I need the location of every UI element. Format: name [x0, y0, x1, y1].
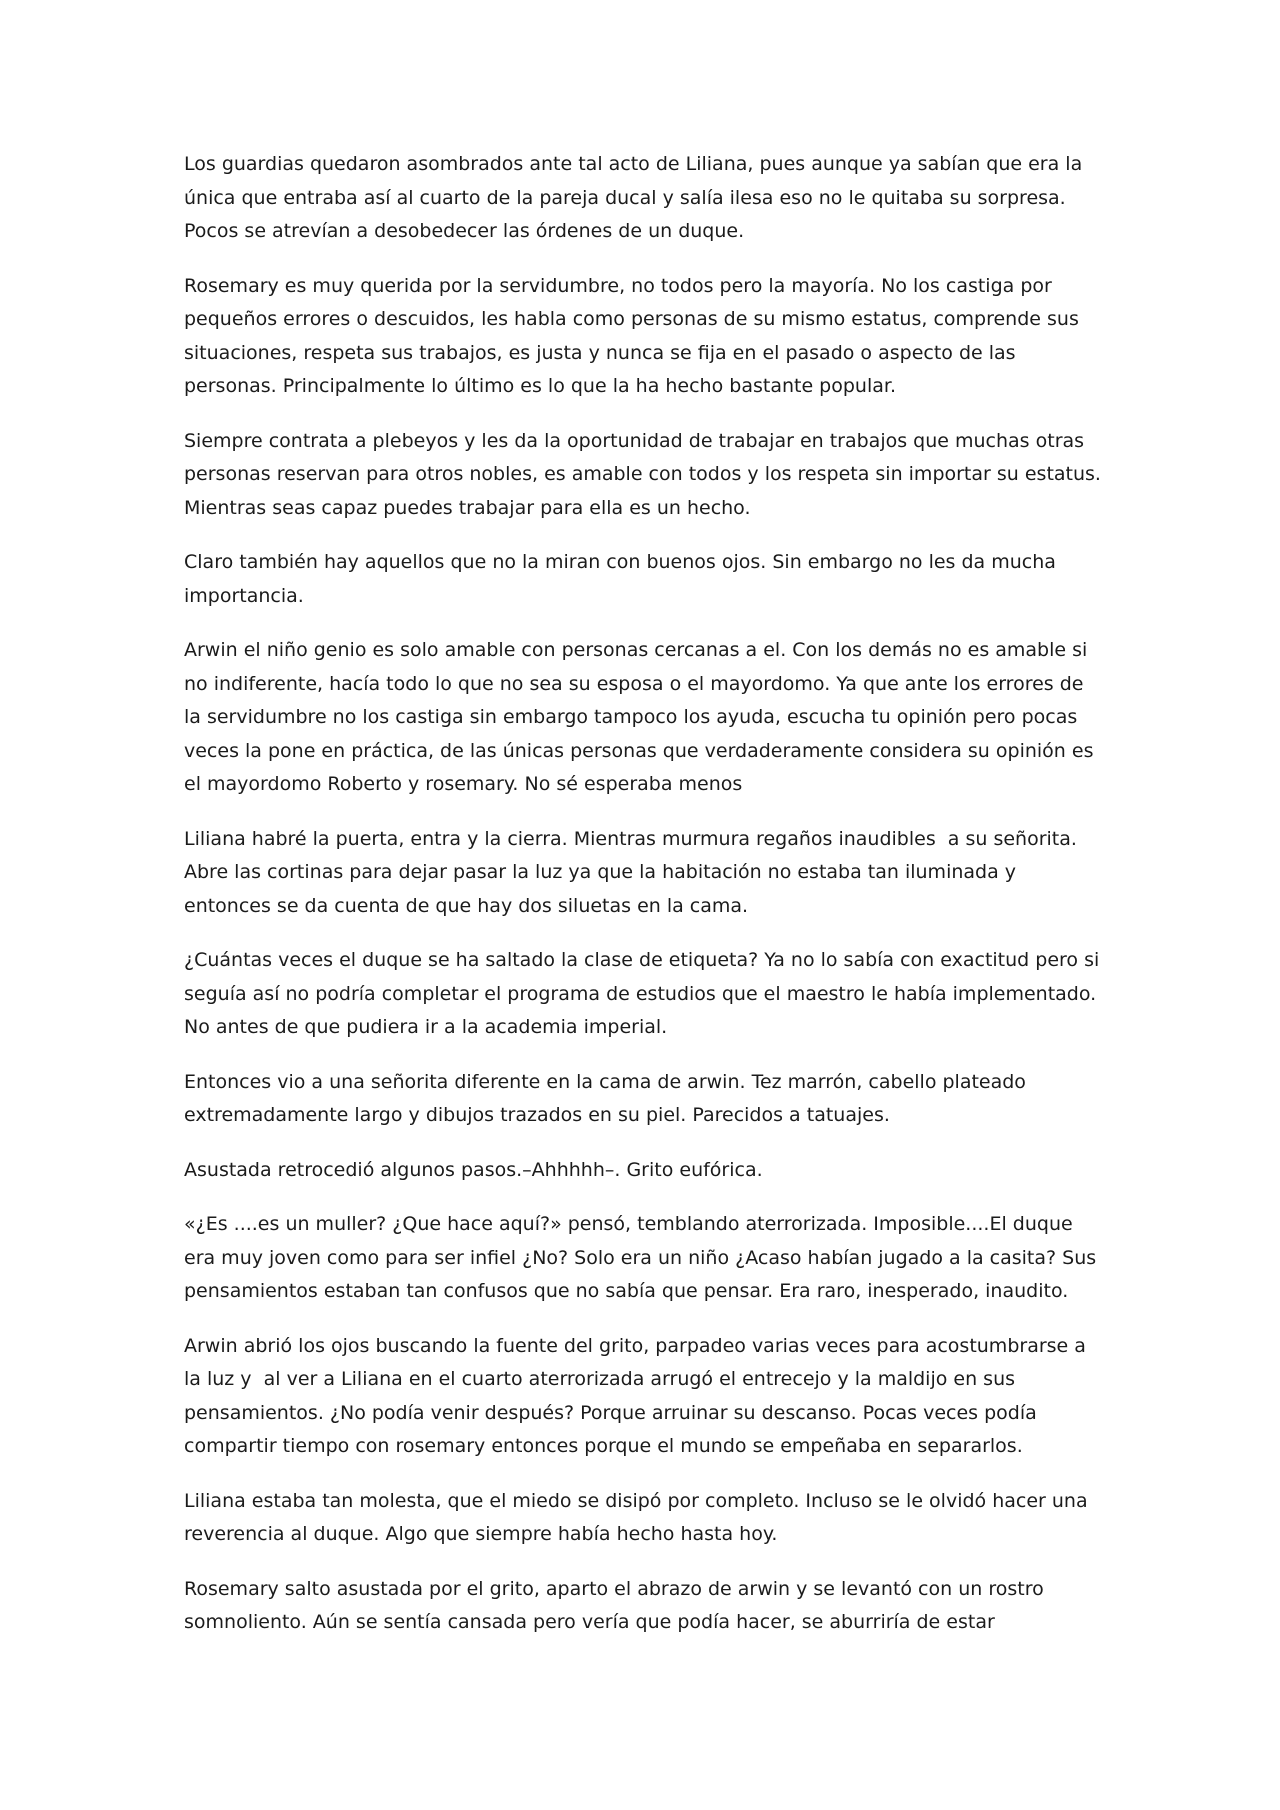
paragraph: Arwin el niño genio es solo amable con personas cercanas a el. Con los demás no es amable si no indiferente, hacía todo lo que no sea su esposa o el mayordomo. Ya que ante los errores de la servidumbre no los castiga sin embargo tampoco los ayuda, escucha tu opinión pero pocas veces la pone en práctica, de las únicas personas que verdaderamente considera su opinión es el mayordomo Roberto y rosemary. No sé esperaba menos — [184, 639, 1100, 795]
paragraph: Arwin abrió los ojos buscando la fuente del grito, parpadeo varias veces para acostumbrarse a la luz y al ver a Liliana en el cuarto aterrorizada arrugó el entrecejo y la maldijo en sus pensamientos. ¿No podía venir después? Porque arruinar su descanso. Pocas veces podía compartir tiempo con rosemary entonces porque el mundo se empeñaba en separarlos. — [184, 1334, 1092, 1457]
document-body — [184, 148, 1108, 1661]
paragraph: Liliana habré la puerta, entra y la cierra. Mientras murmura regaños inaudibles a su señorita. Abre las cortinas para dejar pasar la luz ya que la habitación no estaba tan iluminada y entonces se da cuenta de que hay dos siluetas en la cama. — [184, 827, 1083, 917]
paragraph: Rosemary salto asustada por el grito, aparto el abrazo de arwin y se levantó con un rostro somnoliento. Aún se sentía cansada pero vería que podía hacer, se aburriría de estar — [184, 1577, 1050, 1633]
paragraph: Asustada retrocedió algunos pasos.–Ahhhhh–. Grito eufórica. — [184, 1158, 763, 1181]
paragraph: Liliana estaba tan molesta, que el miedo se disipó por completo. Incluso se le olvidó hacer una reverencia al duque. Algo que siempre había hecho hasta hoy. — [184, 1489, 1094, 1545]
paragraph: Siempre contrata a plebeyos y les da la oportunidad de trabajar en trabajos que muchas otras personas reservan para otros nobles, es amable con todos y los respeta sin importar su estatus. Mientras seas capaz puedes trabajar para ella es un hecho. — [184, 429, 1108, 519]
paragraph: ¿Cuántas veces el duque se ha saltado la clase de etiqueta? Ya no lo sabía con exactitud pero si seguía así no podría completar el programa de estudios que el maestro le había implementado. No antes de que pudiera ir a la academia imperial. — [184, 949, 1106, 1038]
paragraph: «¿Es ....es un muller? ¿Que hace aquí?» pensó, temblando aterrorizada. Imposible....El duque era muy joven como para ser infiel ¿No? Solo era un niño ¿Acaso habían jugado a la casita? Sus pensamientos estaban tan confusos que no sabía que pensar. Era raro, inesperado, inaudito. — [184, 1213, 1103, 1302]
paragraph: Claro también hay aquellos que no la miran con buenos ojos. Sin embargo no les da mucha importancia. — [184, 551, 1062, 607]
paragraph: Los guardias quedaron asombrados ante tal acto de Liliana, pues aunque ya sabían que era la única que entraba así al cuarto de la pareja ducal y salía ilesa eso no le quitaba su sorpresa. Pocos se atrevían a desobedecer las órdenes de un duque. — [184, 153, 1089, 242]
paragraph: Rosemary es muy querida por la servidumbre, no todos pero la mayoría. No los castiga por pequeños errores o descuidos, les habla como personas de su mismo estatus, comprende sus situaciones, respeta sus trabajos, es justa y nunca se fija en el pasado o aspecto de las personas. Principalmente lo último es lo que la ha hecho bastante popular. — [184, 274, 1085, 397]
paragraph: Entonces vio a una señorita diferente en la cama de arwin. Tez marrón, cabello plateado extremadamente largo y dibujos trazados en su piel. Parecidos a tatuajes. — [184, 1070, 1032, 1126]
